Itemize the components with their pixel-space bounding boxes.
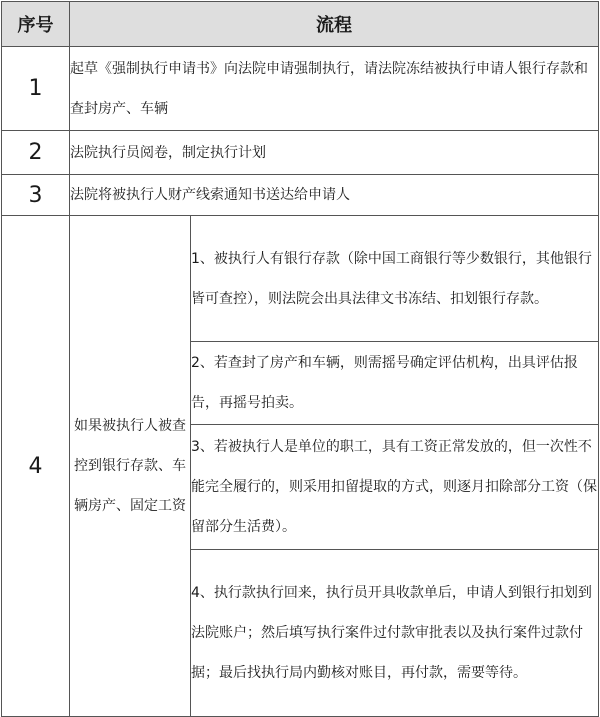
- table-row: [2, 47, 599, 131]
- process-table: [1, 1, 599, 717]
- table-row: [2, 216, 599, 342]
- condition-cell: 如果被执行人被查控到银行存款、车辆房产、固定工资: [70, 216, 191, 717]
- header-row: [2, 2, 599, 47]
- header-seq: 序号: [2, 2, 70, 47]
- row-seq: 3: [2, 175, 70, 216]
- row-text: 法院执行员阅卷，制定执行计划: [70, 131, 599, 175]
- row-seq: 1: [2, 47, 70, 131]
- sub-step: 4、执行款执行回来，执行员开具收款单后，申请人到银行扣划到法院账户；然后填写执行案件过付款审批表以及执行案件过款付据；最后找执行局内勤核对账目，再付款，需要等待。: [191, 550, 599, 717]
- header-process: 流程: [70, 2, 599, 47]
- table-row: [2, 175, 599, 216]
- sub-step: 2、若查封了房产和车辆，则需摇号确定评估机构，出具评估报告，再摇号拍卖。: [191, 342, 599, 425]
- table-row: [2, 131, 599, 175]
- row-text: 起草《强制执行申请书》向法院申请强制执行，请法院冻结被执行申请人银行存款和查封房产、车辆: [70, 47, 599, 131]
- row-text: 法院将被执行人财产线索通知书送达给申请人: [70, 175, 599, 216]
- row-seq: 2: [2, 131, 70, 175]
- sub-step: 3、若被执行人是单位的职工，具有工资正常发放的，但一次性不能完全履行的，则采用扣留提取的方式，则逐月扣除部分工资（保留部分生活费）。: [191, 425, 599, 550]
- row-seq: 4: [2, 216, 70, 717]
- sub-step: 1、被执行人有银行存款（除中国工商银行等少数银行，其他银行皆可查控），则法院会出具法律文书冻结、扣划银行存款。: [191, 216, 599, 342]
